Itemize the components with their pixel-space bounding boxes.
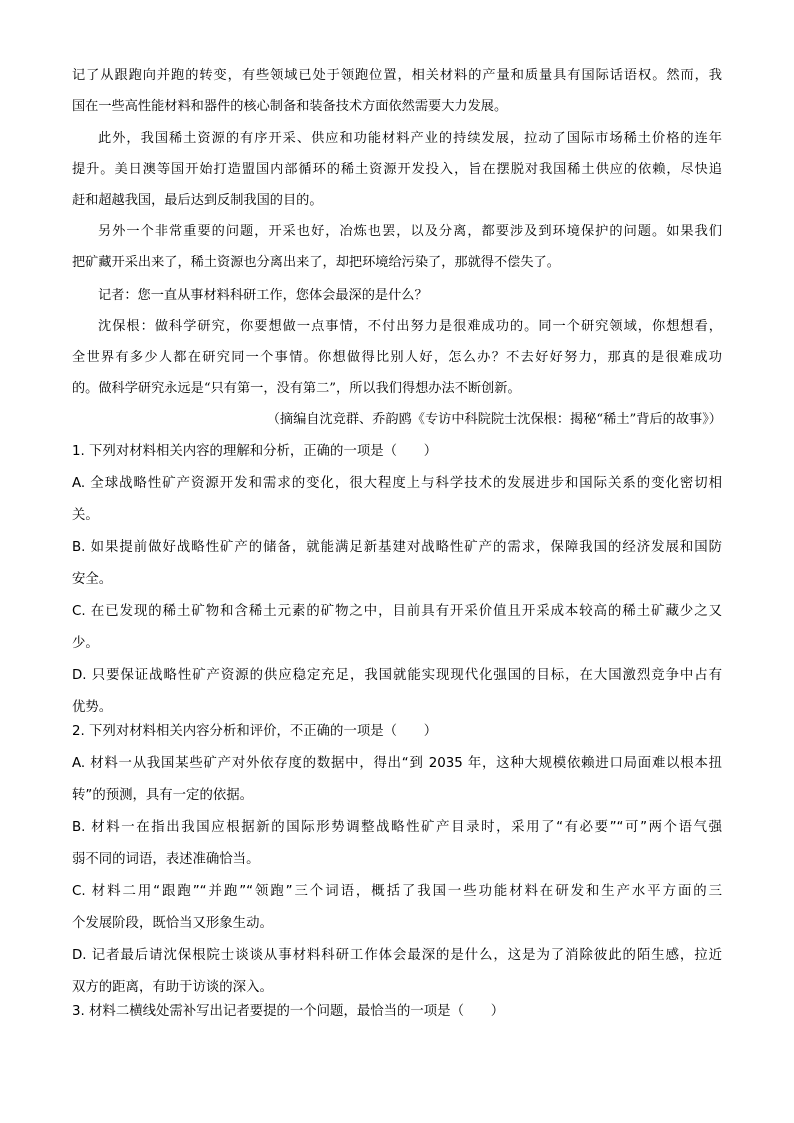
option-a-line-1: A. 全球战略性矿产资源开发和需求的变化，很大程度上与科学技术的发展进步和国际关系的变化密切相 <box>72 476 722 491</box>
passage-line: 此外，我国稀土资源的有序开采、供应和功能材料产业的持续发展，拉动了国际市场稀土价格的连年 <box>98 131 722 146</box>
passage-line: 国在一些高性能材料和器件的核心制备和装备技术方面依然需要大力发展。 <box>72 99 508 114</box>
passage-line: 记者：您一直从事材料科研工作，您体会最深的是什么？ <box>98 288 428 303</box>
passage-paragraph-3 <box>72 216 722 278</box>
option-d-line-1: D. 只要保证战略性矿产资源的供应稳定充足，我国就能实现现代化强国的目标，在大国激烈竞争中占有 <box>72 668 722 683</box>
passage-paragraph-1 <box>72 60 722 122</box>
source-text: （摘编自沈竞群、乔韵鸥《专访中科院院士沈保根：揭秘“稀土”背后的故事》） <box>266 412 722 427</box>
option-b-line-2: 安全。 <box>72 572 113 587</box>
option-b-line-1: B. 材料一在指出我国应根据新的国际形势调整战略性矿产目录时，采用了“有必要”“可”两个语气强 <box>72 820 722 835</box>
option-c-line-2: 个发展阶段，既恰当又形象生动。 <box>72 916 273 931</box>
passage-line: 沈保根：做科学研究，你要想做一点事情，不付出努力是很难成功的。同一个研究领域，你想想看， <box>98 319 722 334</box>
passage-line: 提升。美日澳等国开始打造盟国内部循环的稀土资源开发投入，旨在摆脱对我国稀土供应的依赖，尽快追 <box>72 162 722 177</box>
passage-paragraph-2 <box>72 123 722 216</box>
passage-line: 的。做科学研究永远是“只有第一，没有第二”，所以我们得想办法不断创新。 <box>72 381 521 396</box>
option-a-line-2: 关。 <box>72 508 99 523</box>
question-stem: 2. 下列对材料相关内容分析和评价，不正确的一项是（ ） <box>72 724 438 739</box>
option-d-line-2: 优势。 <box>72 700 113 715</box>
option-c-line-1: C. 材料二用“跟跑”“并跑”“领跑”三个词语，概括了我国一些功能材料在研发和生产水平方面的三 <box>72 884 722 899</box>
passage-line: 全世界有多少人都在研究同一个事情。你想做得比别人好，怎么办？不去好好努力，那真的是很难成功 <box>72 350 722 365</box>
question-1 <box>72 436 722 724</box>
question-stem: 1. 下列对材料相关内容的理解和分析，正确的一项是（ ） <box>72 444 438 459</box>
question-stem: 3. 材料二横线处需补写出记者要提的一个问题，最恰当的一项是（ ） <box>72 1004 505 1019</box>
passage-line: 把矿藏开采出来了，稀土资源也分离出来了，却把环境给污染了，那就得不偿失了。 <box>72 255 560 270</box>
passage-line: 记了从跟跑向并跑的转变，有些领域已处于领跑位置，相关材料的产量和质量具有国际话语权。然而，我 <box>72 68 722 83</box>
question-2 <box>72 716 722 1004</box>
option-a-line-1: A. 材料一从我国某些矿产对外依存度的数据中，得出“到 2035 年，这种大规模依赖进口局面难以根本扭 <box>72 756 722 771</box>
option-c-line-2: 少。 <box>72 636 99 651</box>
source-citation <box>72 404 722 435</box>
passage-line: 另外一个非常重要的问题，开采也好，冶炼也罢，以及分离，都要涉及到环境保护的问题。如果我们 <box>98 224 722 239</box>
option-b-line-1: B. 如果提前做好战略性矿产的储备，就能满足新基建对战略性矿产的需求，保障我国的经济发展和国防 <box>72 540 722 555</box>
passage-line: 赶和超越我国，最后达到反制我国的目的。 <box>72 193 323 208</box>
question-3 <box>72 996 722 1028</box>
option-c-line-1: C. 在已发现的稀土矿物和含稀土元素的矿物之中，目前具有开采价值且开采成本较高的稀土矿藏少之又 <box>72 604 722 619</box>
option-d-line-2: 双方的距离，有助于访谈的深入。 <box>72 980 273 995</box>
option-d-line-1: D. 记者最后请沈保根院士谈谈从事材料科研工作体会最深的是什么，这是为了消除彼此的陌生感，拉近 <box>72 948 722 963</box>
shen-answer <box>72 311 722 404</box>
option-b-line-2: 弱不同的词语，表述准确恰当。 <box>72 852 260 867</box>
option-a-line-2: 转”的预测，具有一定的依据。 <box>72 788 254 803</box>
reporter-question <box>72 280 722 311</box>
